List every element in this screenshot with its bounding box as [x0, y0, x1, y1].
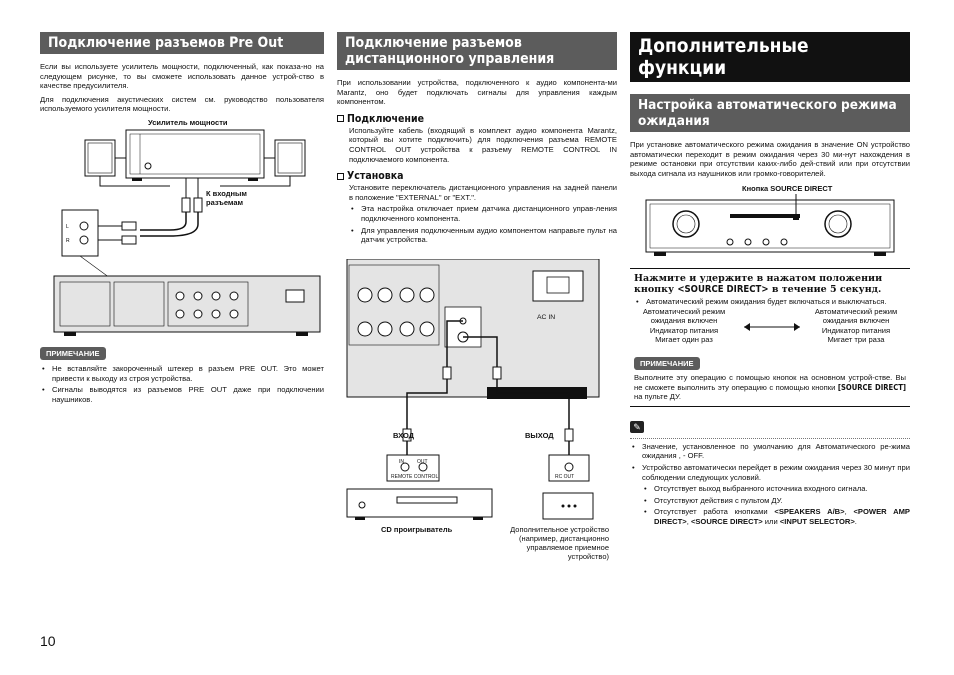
right-state-line-4: Мигает три раза: [827, 335, 885, 345]
left-state-line-4: Мигает один раз: [655, 335, 713, 345]
svg-text:L: L: [66, 223, 69, 230]
source-direct-button-label: Кнопка SOURCE DIRECT: [742, 184, 833, 194]
left-state-line-2: ожидания включен: [650, 316, 718, 326]
section-title-pre-out: Подключение разъемов Pre Out: [40, 32, 324, 54]
out-cable-label: ВЫХОД: [525, 430, 554, 440]
right-state-line-2: ожидания включен: [822, 316, 890, 326]
instruction-title: Нажмите и удержите в нажатом положении кнопку <SOURCE DIRECT> в течение 5 секунд.: [634, 273, 883, 296]
pre-out-note-2: • Сигналы выводятся из разъемов PRE OUT даже при подключении наушников.: [40, 385, 324, 404]
power-amp-label: Усилитель мощности: [148, 117, 228, 127]
setup-bullet-1: • Эта настройка отключает прием датчика дистанционного управ-ления подключенного компонента.: [349, 204, 617, 223]
remote-control-jack-label: REMOTE CONTROL: [391, 473, 439, 480]
page-number: 10: [40, 633, 56, 649]
front-panel-svg: [630, 184, 910, 262]
toggle-arrow-icon: [742, 321, 802, 333]
pre-out-note-1: • Не вставляйте закороченный штекер в разъем PRE OUT. Это может привести к выходу из строя устройства.: [40, 364, 324, 383]
auto-standby-intro: При установке автоматического режима ожидания в значение ON устройство автоматически переходит в режим ожидания через 30 ми-нут нахождения в режиме остановки при отсутствии каких-либо дей-ствий или при отсутствии выхода сигнала из наушников или громко-говорителей.: [630, 140, 910, 178]
pencil-icon: ✎: [630, 421, 644, 433]
tip-2: • Устройство автоматически перейдет в режим ожидания через 30 минут при соблюдении следующих условий.: [630, 463, 910, 482]
out-jack-label: OUT: [417, 458, 428, 465]
in-jack-label: IN: [399, 458, 404, 465]
pre-out-connection-svg: [40, 118, 324, 341]
remote-intro: При использовании устройства, подключенного к аудио компонента-ми Marantz, оно будет подключать сигналы для управления каждым компонентом.: [337, 78, 617, 107]
remote-diagram: [337, 259, 617, 615]
instruction-bullet: • Автоматический режим ожидания будет включаться и выключаться.: [634, 297, 906, 307]
page-title: Дополнительные функции: [630, 32, 910, 82]
input-jacks-label: К входным разъемам: [206, 188, 247, 207]
extra-device-label: Дополнительное устройство (например, дистанционно управляемое приемное устройство): [510, 524, 609, 561]
auto-standby-note: Выполните эту операцию с помощью кнопок на основном устрой-стве. Вы не сможете выполнить эту операцию с помощью кнопки [SOURCE DIRECT] на пульте ДУ.: [634, 372, 906, 402]
note-badge: ПРИМЕЧАНИЕ: [634, 357, 700, 370]
pre-out-speakers-note: Для подключения акустических систем см. руководство пользователя используемого усилителя мощности.: [40, 94, 324, 114]
tip-sub-1: • Отсутствует выход выбранного источника входного сигнала.: [642, 484, 910, 494]
pre-out-intro: Если вы используете усилитель мощности, подключенный, как показа-но на следующем рисунке, то вы сможете использовать данное устрой-ство в качестве предусилителя.: [40, 62, 324, 91]
ac-in-label: AC IN: [537, 313, 556, 321]
left-state-line-1: Автоматический режим: [642, 306, 726, 316]
subheading-connection: Подключение: [337, 113, 617, 125]
cd-player-label: CD проигрыватель: [381, 524, 453, 534]
column-extra-functions: [630, 32, 910, 527]
setup-text: Установите переключатель дистанционного управления на задней панели в положение "EXTERNAL" or "EXT.".: [349, 183, 617, 202]
section-title-remote: Подключение разъемов дистанционного управления: [337, 32, 617, 70]
standby-state-table: [634, 307, 906, 351]
pre-out-diagram: [40, 118, 324, 341]
right-state-line-3: Индикатор питания: [821, 325, 891, 335]
setup-bullet-2: • Для управления подключенным аудио компонентом направьте пульт на датчик устройства.: [349, 226, 617, 245]
svg-text:R: R: [66, 237, 70, 244]
subheading-setup: Установка: [337, 170, 617, 182]
right-state-line-1: Автоматический режим: [814, 306, 898, 316]
remote-connection-svg: [337, 259, 617, 615]
column-pre-out: [40, 32, 324, 404]
tip-1: • Значение, установленное по умолчанию для Автоматического ре-жима ожидания , - OFF.: [630, 442, 910, 461]
column-remote-control: [337, 32, 617, 615]
rc-out-jack-label: RC OUT: [555, 473, 575, 480]
front-panel-diagram: [630, 184, 910, 262]
connection-text: Используйте кабель (входящий в комплект аудио компонента Marantz, который вы хотите подключить) для подключения разъема REMOTE CONTROL OUT устройства к разъему REMOTE CONTROL IN подключаемого компонента.: [349, 125, 617, 164]
left-state-line-3: Индикатор питания: [649, 325, 719, 335]
tip-sub-3: • Отсутствует работа кнопками <SPEAKERS A/B>, <POWER AMP DIRECT>, <SOURCE DIRECT> или <INPUT SELECTOR>.: [642, 507, 910, 526]
instruction-box: [630, 268, 910, 406]
note-badge: ПРИМЕЧАНИЕ: [40, 347, 106, 360]
in-cable-label: ВХОД: [393, 430, 415, 440]
section-title-auto-standby: Настройка автоматического режима ожидания: [630, 94, 910, 132]
tip-sub-2: • Отсутствуют действия с пультом ДУ.: [642, 496, 910, 506]
